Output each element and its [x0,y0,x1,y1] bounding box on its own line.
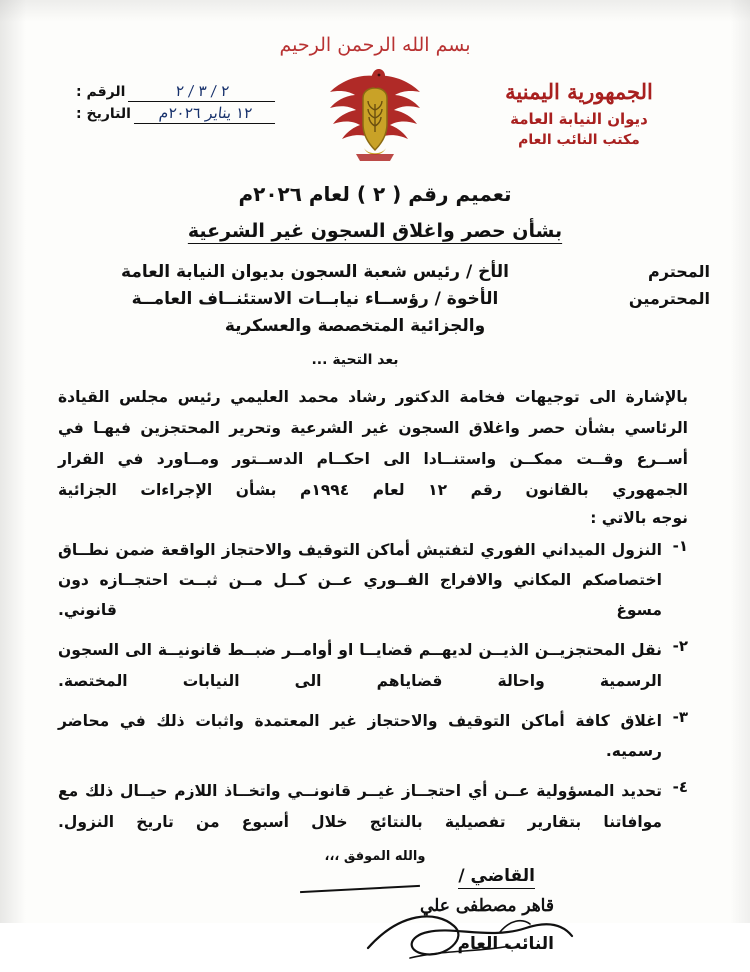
addressee-row [40,262,710,282]
addressee-name: الأخوة / رؤســاء نيابــات الاستئنــاف العامــة [131,289,499,309]
signature-rule [300,885,420,893]
reference-number-row [76,82,276,102]
list-item-number: ٤- [672,778,688,797]
authority-block [474,76,684,151]
list-item-text: النزول الميداني الفوري لتفتيش أماكن التوقيف والاحتجاز الواقعة ضمن نطــاق اختصاصكم المكاني والافراج الفــوري عــن كــل مــن ثبــت احتجــازه دون مسوغ قانوني. [58,540,662,620]
addressee-block [0,262,750,336]
list-item [58,706,688,766]
document-title: تعميم رقم ( ٢ ) لعام ٢٠٢٦م [238,182,512,206]
addressee-name: الأخ / رئيس شعبة السجون بديوان النيابة العامة [121,262,509,282]
document-body [0,382,750,837]
reference-number-label: الرقم : [76,84,126,100]
closing-text: والله الموفق ،،، [324,848,426,864]
basmala-text: بسم الله الرحمن الرحيم [279,34,471,56]
body-paragraph: بالإشارة الى توجيهات فخامة الدكتور رشاد محمد العليمي رئيس مجلس القيادة الرئاسي بشأن حصر واغلاق السجون غير الشرعية وتحرير المحتجزين فيهـا في أســرع وقــت ممكــن واستنــادا الى احكــام الدســتور ومــاورد في القرار الجمهوري بالقانون رقم ١٢ لعام ١٩٩٤م بشأن الإجراءات الجزائية [58,388,688,499]
document-subtitle: بشأن حصر واغلاق السجون غير الشرعية [187,220,563,242]
list-item [58,776,688,836]
signature-title: القاضي / [458,866,535,889]
yemen-eagle-emblem-icon [316,58,434,166]
list-item [58,635,688,695]
list-item-number: ٣- [672,707,688,726]
list-item [58,535,688,626]
addressee-honorific: المحترم [648,262,710,281]
authority-office: ديوان النيابة العامة [510,109,648,128]
signature-name: قاهر مصطفى علي [420,895,554,916]
reference-number-value: ٢ / ٣ / ٢ [128,82,277,102]
list-item-number: ٢- [672,637,688,656]
reference-date-value: ١٢ يناير ٢٠٢٦م [134,104,277,124]
directive-intro: نوجه بالاتي : [590,509,688,527]
authority-bureau: مكتب النائب العام [518,132,640,148]
reference-date-label: التاريخ : [76,106,131,122]
list-item-text: نقل المحتجزيــن الذيــن لديهــم قضايــا او أوامــر ضبــط قانونيــة الى السجون الرسمية واحالة قضاياهم الى النيابات المختصة. [58,641,662,690]
signature-role: النائب العام [457,933,554,954]
addressee-continuation: والجزائية المتخصصة والعسكرية [224,316,486,336]
document-header [0,0,750,176]
list-item-text: تحديد المسؤولية عــن أي احتجــاز غيــر قانونــي واتخــاذ اللازم حيــال ذلك مع موافاتنا بتقارير تفصيلية بالنتائج خلال أسبوع من تاريخ النزول. [58,782,662,831]
list-item-text: اغلاق كافة أماكن التوقيف والاحتجاز غير المعتمدة واثبات ذلك في محاضر رسميه. [58,711,662,761]
directive-list [58,535,688,837]
reference-block [76,82,276,126]
addressee-row [40,289,710,309]
authority-country: الجمهورية اليمنية [505,79,653,104]
list-item-number: ١- [672,536,688,555]
greeting-text: بعد التحية ... [311,352,399,368]
reference-date-row [76,104,276,124]
signature-block [0,866,750,962]
addressee-honorific: المحترمين [628,289,710,308]
